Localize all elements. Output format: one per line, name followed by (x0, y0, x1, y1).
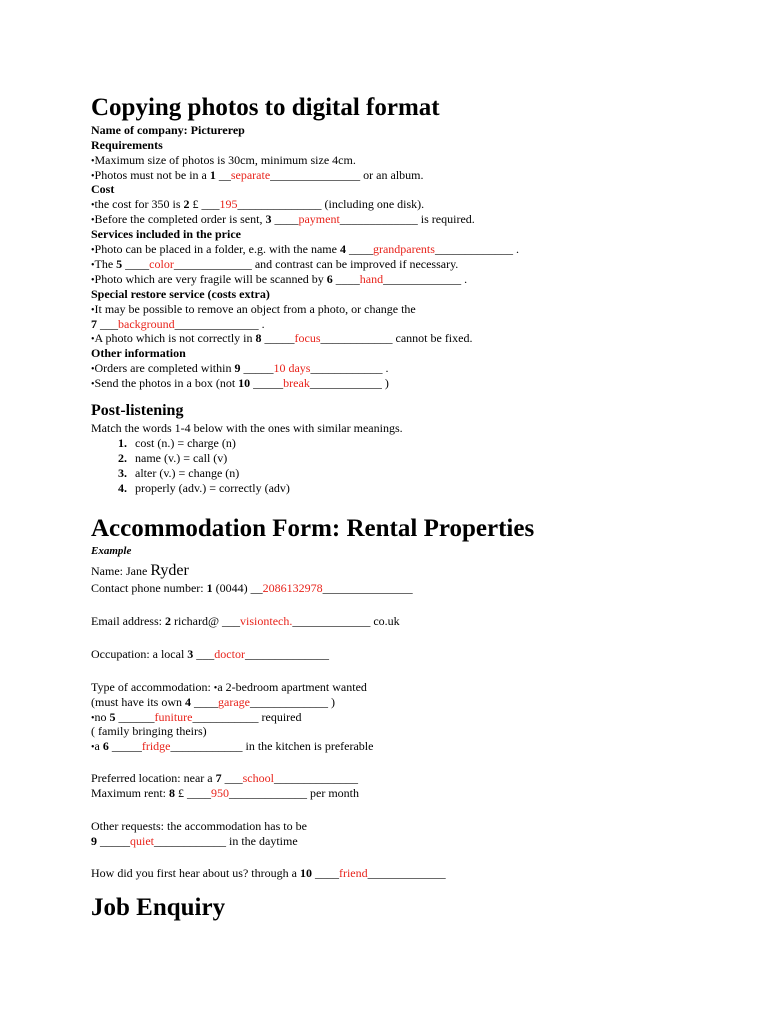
cost-heading: Cost (91, 182, 115, 196)
requirement-item: •Maximum size of photos is 30cm, minimum size 4cm. (91, 153, 356, 167)
name-line: Name: Jane Ryder (91, 562, 189, 579)
accommodation-type-line: ( family bringing theirs) (91, 724, 207, 738)
other-info-heading: Other information (91, 346, 186, 360)
answer: separate (230, 168, 271, 182)
section-title-copying-photos: Copying photos to digital format (91, 94, 440, 121)
answer: quiet (130, 834, 154, 848)
example-label: Example (91, 545, 132, 557)
answer: visiontech. (240, 614, 293, 628)
answer: friend (338, 866, 368, 880)
other-info-item: •Orders are completed within 9 _____10 days____________ . (91, 361, 389, 375)
requirement-item: •Photos must not be in a 1 __separate_______________ or an album. (91, 168, 424, 182)
answer: payment (298, 212, 340, 226)
list-item: 1. cost (n.) = charge (n) (118, 436, 236, 450)
section-title-accommodation-form: Accommodation Form: Rental Properties (91, 515, 535, 542)
service-item: •Photo which are very fragile will be scanned by 6 ____hand_____________ . (91, 272, 468, 286)
answer: 2086132978 (262, 581, 323, 595)
requests-line: Other requests: the accommodation has to be (91, 819, 307, 833)
requests-line: 9 _____quiet____________ in the daytime (91, 834, 298, 848)
special-item-cont: 7 ___background______________ . (91, 317, 265, 331)
answer: focus (294, 331, 321, 345)
list-item: 4. properly (adv.) = correctly (adv) (118, 481, 290, 495)
bullet: • (91, 156, 95, 167)
answer: color (149, 257, 174, 271)
email-line: Email address: 2 richard@ ___visiontech._____________ co.uk (91, 614, 400, 628)
answer: school (242, 771, 274, 785)
special-item: •It may be possible to remove an object from a photo, or change the (91, 302, 416, 316)
hear-about-line: How did you first hear about us? through a 10 ____friend_____________ (91, 866, 446, 880)
section-title-job-enquiry: Job Enquiry (91, 894, 226, 921)
list-item: 2. name (v.) = call (v) (118, 451, 228, 465)
answer: grandparents (372, 242, 435, 256)
service-item: •Photo can be placed in a folder, e.g. with the name 4 ____grandparents_____________ . (91, 242, 519, 256)
answer: garage (218, 695, 250, 709)
accommodation-type-line: •a 6 _____fridge____________ in the kitchen is preferable (91, 739, 374, 753)
occupation-line: Occupation: a local 3 ___doctor______________ (91, 647, 329, 661)
answer: hand (359, 272, 384, 286)
answer: 10 days (273, 361, 311, 375)
special-service-heading: Special restore service (costs extra) (91, 287, 270, 301)
answer: doctor (214, 647, 245, 661)
post-listening-title: Post-listening (91, 402, 184, 419)
accommodation-type-line: •no 5 ______funiture___________ required (91, 710, 302, 724)
answer: 950 (211, 786, 229, 800)
answer: background (118, 317, 175, 331)
company-name: Name of company: Picturerep (91, 123, 245, 137)
name-value: Ryder (150, 562, 189, 579)
special-item: •A photo which is not correctly in 8 _____focus____________ cannot be fixed. (91, 331, 473, 345)
location-line: Preferred location: near a 7 ___school______________ (91, 771, 358, 785)
list-item: 3. alter (v.) = change (n) (118, 466, 240, 480)
post-listening-instruction: Match the words 1-4 below with the ones with similar meanings. (91, 421, 403, 435)
requirements-heading: Requirements (91, 138, 163, 152)
answer: 195 (219, 197, 238, 211)
cost-item: •Before the completed order is sent, 3 ____payment_____________ is required. (91, 212, 475, 226)
answer: funiture (154, 710, 193, 724)
cost-item: •the cost for 350 is 2 £ ___195______________ (including one disk). (91, 197, 425, 211)
rent-line: Maximum rent: 8 £ ____950_____________ per month (91, 786, 359, 800)
other-info-item: •Send the photos in a box (not 10 _____break____________ ) (91, 376, 389, 390)
bullet: • (91, 171, 95, 182)
service-item: •The 5 ____color_____________ and contrast can be improved if necessary. (91, 257, 459, 271)
phone-line: Contact phone number: 1 (0044) __2086132978_______________ (91, 581, 413, 595)
answer: break (283, 376, 310, 390)
answer: fridge (141, 739, 171, 753)
services-heading: Services included in the price (91, 227, 241, 241)
accommodation-type-line: (must have its own 4 ____garage_____________ ) (91, 695, 335, 709)
accommodation-type-line: Type of accommodation: •a 2-bedroom apartment wanted (91, 680, 367, 694)
